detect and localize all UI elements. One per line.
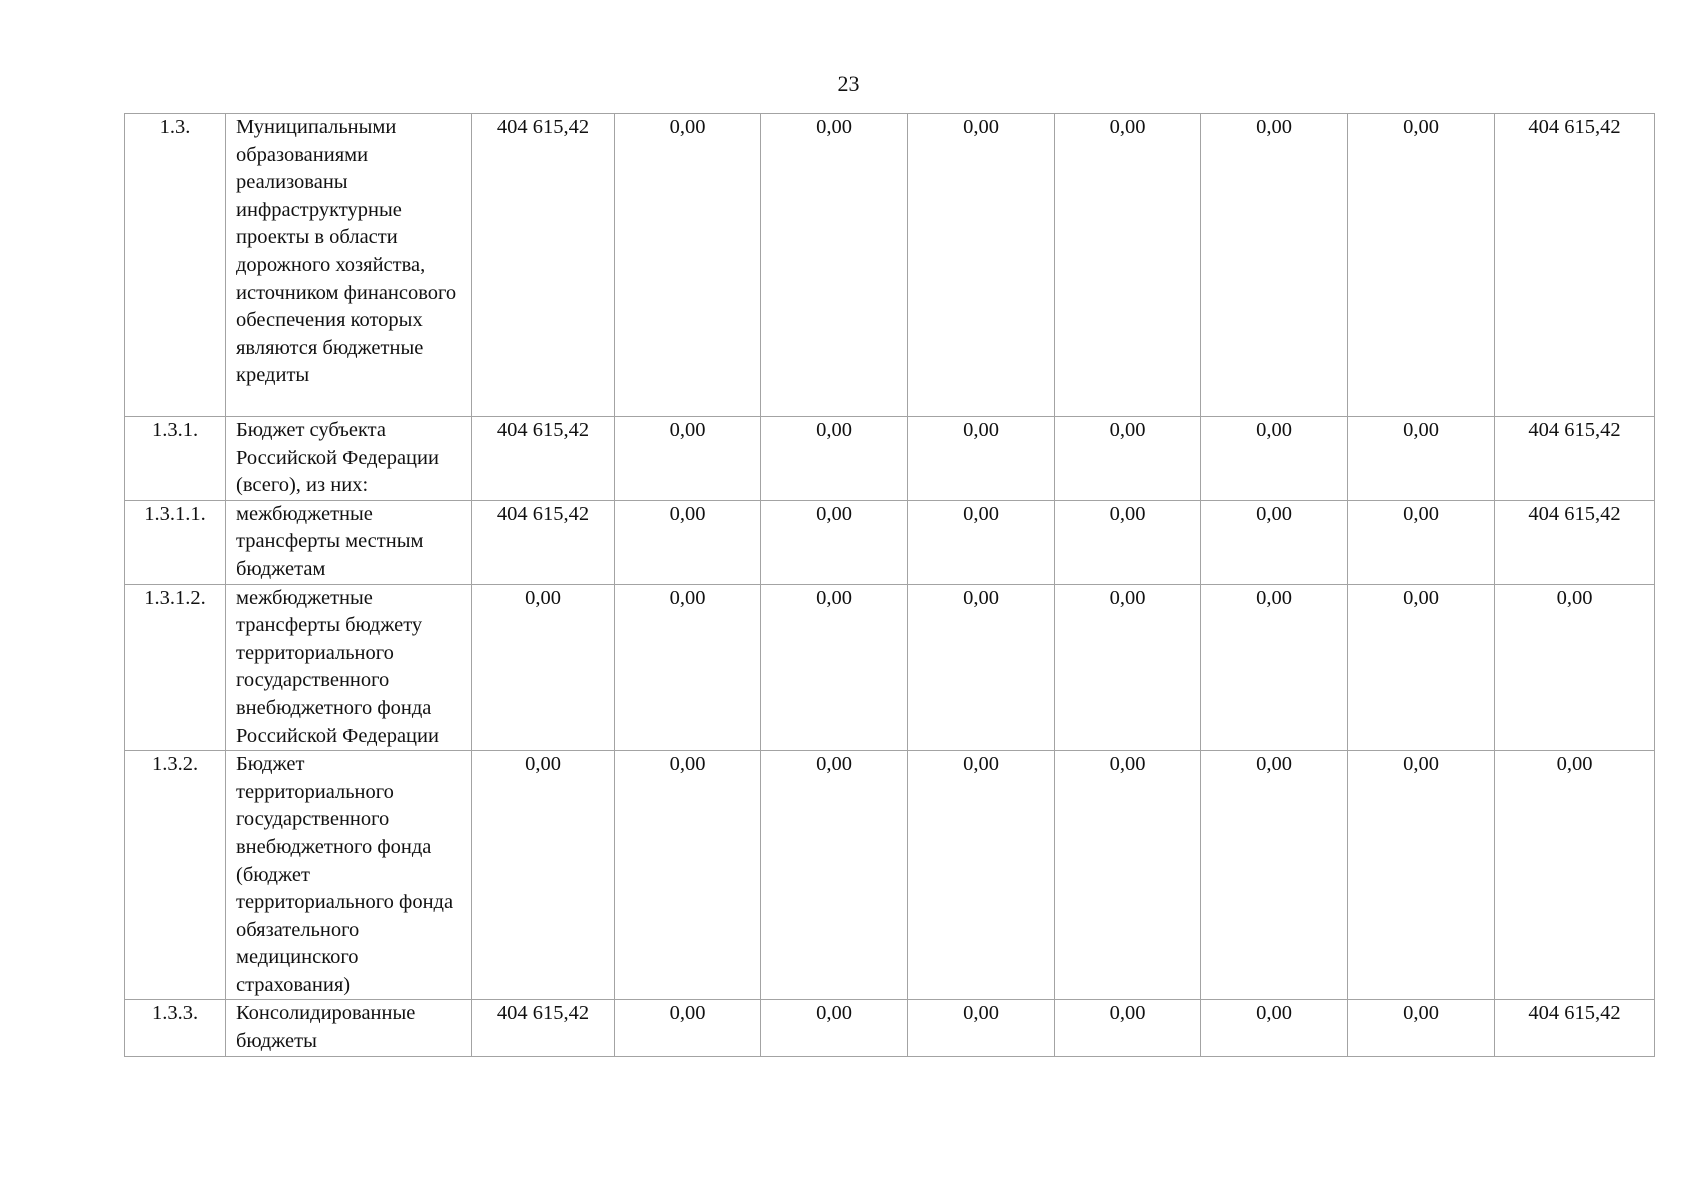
row-number: 1.3.1. xyxy=(125,417,226,501)
page-number: 23 xyxy=(837,71,860,96)
row-number: 1.3.3. xyxy=(125,1000,226,1056)
row-description: Бюджет территориального государственного внебюджетного фонда (бюджет территориального фонда обязательного медицинского страхования) xyxy=(226,751,472,1000)
amount-cell: 0,00 xyxy=(908,417,1055,501)
amount-cell: 0,00 xyxy=(1055,584,1201,751)
amount-cell: 0,00 xyxy=(1348,1000,1495,1056)
amount-cell: 0,00 xyxy=(1055,417,1201,501)
amount-cell: 0,00 xyxy=(1201,584,1348,751)
amount-cell: 0,00 xyxy=(1348,584,1495,751)
amount-cell: 0,00 xyxy=(472,584,615,751)
amount-cell: 0,00 xyxy=(1348,114,1495,417)
amount-cell: 0,00 xyxy=(615,114,761,417)
amount-cell: 404 615,42 xyxy=(1495,114,1655,417)
amount-cell: 0,00 xyxy=(761,500,908,584)
amount-cell: 0,00 xyxy=(908,500,1055,584)
amount-cell: 0,00 xyxy=(908,751,1055,1000)
amount-cell: 0,00 xyxy=(615,417,761,501)
amount-cell: 0,00 xyxy=(761,584,908,751)
amount-cell: 0,00 xyxy=(1201,751,1348,1000)
amount-cell: 404 615,42 xyxy=(1495,1000,1655,1056)
amount-cell: 0,00 xyxy=(615,751,761,1000)
row-description: Муниципальными образованиями реализованы инфраструктурные проекты в области дорожного хозяйства, источником финансового обеспечения которых являются бюджетные кредиты xyxy=(226,114,472,417)
amount-cell: 0,00 xyxy=(1055,500,1201,584)
budget-table xyxy=(124,113,1655,1057)
table-row xyxy=(125,584,1655,751)
row-description: Бюджет субъекта Российской Федерации (всего), из них: xyxy=(226,417,472,501)
amount-cell: 0,00 xyxy=(1201,417,1348,501)
amount-cell: 0,00 xyxy=(1055,751,1201,1000)
amount-cell: 0,00 xyxy=(615,584,761,751)
amount-cell: 0,00 xyxy=(761,751,908,1000)
amount-cell: 0,00 xyxy=(761,417,908,501)
amount-cell: 404 615,42 xyxy=(1495,417,1655,501)
amount-cell: 0,00 xyxy=(761,1000,908,1056)
amount-cell: 404 615,42 xyxy=(472,1000,615,1056)
amount-cell: 0,00 xyxy=(1201,1000,1348,1056)
row-description: межбюджетные трансферты местным бюджетам xyxy=(226,500,472,584)
amount-cell: 0,00 xyxy=(908,114,1055,417)
budget-table-body xyxy=(125,114,1655,1057)
amount-cell: 0,00 xyxy=(1201,500,1348,584)
amount-cell: 0,00 xyxy=(1348,417,1495,501)
amount-cell: 0,00 xyxy=(908,584,1055,751)
row-number: 1.3.1.2. xyxy=(125,584,226,751)
amount-cell: 0,00 xyxy=(1348,751,1495,1000)
amount-cell: 0,00 xyxy=(908,1000,1055,1056)
amount-cell: 0,00 xyxy=(1201,114,1348,417)
amount-cell: 404 615,42 xyxy=(1495,500,1655,584)
amount-cell: 404 615,42 xyxy=(472,500,615,584)
amount-cell: 0,00 xyxy=(1055,114,1201,417)
amount-cell: 404 615,42 xyxy=(472,114,615,417)
table-row xyxy=(125,500,1655,584)
row-number: 1.3. xyxy=(125,114,226,417)
row-number: 1.3.2. xyxy=(125,751,226,1000)
amount-cell: 0,00 xyxy=(761,114,908,417)
amount-cell: 0,00 xyxy=(615,500,761,584)
amount-cell: 0,00 xyxy=(1348,500,1495,584)
amount-cell: 0,00 xyxy=(1495,751,1655,1000)
row-number: 1.3.1.1. xyxy=(125,500,226,584)
amount-cell: 0,00 xyxy=(1055,1000,1201,1056)
row-description: межбюджетные трансферты бюджету территориального государственного внебюджетного фонда Российской Федерации xyxy=(226,584,472,751)
table-row xyxy=(125,114,1655,417)
amount-cell: 404 615,42 xyxy=(472,417,615,501)
table-row xyxy=(125,751,1655,1000)
row-description: Консолидированные бюджеты xyxy=(226,1000,472,1056)
amount-cell: 0,00 xyxy=(1495,584,1655,751)
table-row xyxy=(125,1000,1655,1056)
amount-cell: 0,00 xyxy=(472,751,615,1000)
table-row xyxy=(125,417,1655,501)
amount-cell: 0,00 xyxy=(615,1000,761,1056)
